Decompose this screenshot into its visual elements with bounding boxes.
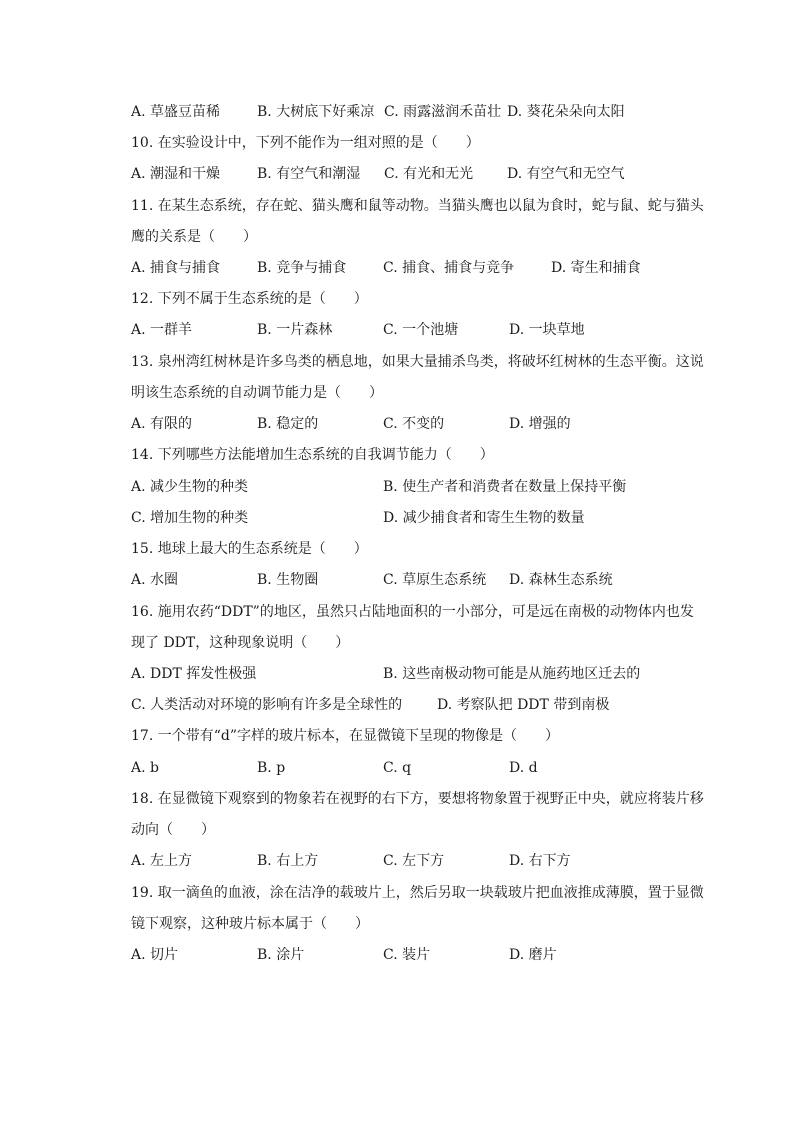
option-c: C. 不变的 <box>383 416 445 432</box>
option-c: C. 雨露滋润禾苗壮 <box>384 104 502 120</box>
option-c: C. 有光和无光 <box>384 166 474 182</box>
q11-stem-line1: 11. 在某生态系统，存在蛇、猫头鹰和鼠等动物。当猫头鹰也以鼠为食时，蛇与鼠、蛇与猫头 <box>131 198 704 214</box>
option-d: D. 森林生态系统 <box>509 572 613 588</box>
option-c: C. 草原生态系统 <box>383 572 487 588</box>
option-c: C. 左下方 <box>383 853 445 869</box>
q10-stem: 10. 在实验设计中，下列不能作为一组对照的是（ ） <box>131 135 480 151</box>
option-a: A. 草盛豆苗稀 <box>131 104 221 120</box>
option-b: B. 生物圈 <box>257 572 319 588</box>
option-c: C. q <box>383 760 412 776</box>
q16-stem-line2: 现了 DDT，这种现象说明（ ） <box>131 635 350 651</box>
option-b: B. 使生产者和消费者在数量上保持平衡 <box>383 479 627 495</box>
q16-stem-line1: 16. 施用农药“DDT”的地区，虽然只占陆地面积的一小部分，可是远在南极的动物体内也发 <box>131 604 694 620</box>
option-a: A. 减少生物的种类 <box>131 479 249 495</box>
option-a: A. 捕食与捕食 <box>131 260 221 276</box>
option-a: A. DDT 挥发性极强 <box>131 666 257 682</box>
q13-stem-line2: 明该生态系统的自动调节能力是（ ） <box>131 385 383 401</box>
q18-stem-line1: 18. 在显微镜下观察到的物象若在视野的右下方，要想将物象置于视野正中央，就应将装片移 <box>131 791 704 807</box>
q19-stem-line1: 19. 取一滴鱼的血液，涂在洁净的载玻片上，然后另取一块载玻片把血液推成薄膜，置于显微 <box>131 885 704 901</box>
option-b: B. 竞争与捕食 <box>257 260 347 276</box>
q12-stem: 12. 下列不属于生态系统的是（ ） <box>131 291 368 307</box>
option-c: C. 装片 <box>383 947 431 963</box>
option-a: A. 一群羊 <box>131 322 193 338</box>
q14-stem: 14. 下列哪些方法能增加生态系统的自我调节能力（ ） <box>131 447 494 463</box>
option-c: C. 一个池塘 <box>383 322 459 338</box>
option-c: C. 捕食、捕食与竞争 <box>383 260 515 276</box>
option-b: B. 大树底下好乘凉 <box>257 104 375 120</box>
option-d: D. 寄生和捕食 <box>551 260 641 276</box>
option-a: A. 有限的 <box>131 416 193 432</box>
q15-stem: 15. 地球上最大的生态系统是（ ） <box>131 541 368 557</box>
option-b: B. 这些南极动物可能是从施药地区迁去的 <box>383 666 641 682</box>
option-d: D. 减少捕食者和寄生生物的数量 <box>383 510 585 526</box>
option-b: B. 一片森林 <box>257 322 333 338</box>
q19-stem-line2: 镜下观察，这种玻片标本属于（ ） <box>131 916 369 932</box>
option-d: D. 右下方 <box>509 853 571 869</box>
option-c: C. 增加生物的种类 <box>131 510 249 526</box>
option-d: D. 有空气和无空气 <box>507 166 625 182</box>
option-c: C. 人类活动对环境的影响有许多是全球性的 <box>131 697 403 713</box>
q17-stem: 17. 一个带有“d”字样的玻片标本，在显微镜下呈现的物像是（ ） <box>131 728 559 744</box>
option-d: D. d <box>509 760 538 776</box>
option-a: A. 潮湿和干燥 <box>131 166 221 182</box>
option-d: D. 磨片 <box>509 947 557 963</box>
option-b: B. 有空气和潮湿 <box>257 166 361 182</box>
option-a: A. b <box>131 760 159 776</box>
option-b: B. 右上方 <box>257 853 319 869</box>
option-a: A. 切片 <box>131 947 179 963</box>
q13-stem-line1: 13. 泉州湾红树林是许多鸟类的栖息地，如果大量捕杀鸟类，将破坏红树林的生态平衡。这说 <box>131 354 704 370</box>
q11-stem-line2: 鹰的关系是（ ） <box>131 229 257 245</box>
option-a: A. 左上方 <box>131 853 193 869</box>
option-d: D. 葵花朵朵向太阳 <box>507 104 625 120</box>
option-d: D. 增强的 <box>509 416 571 432</box>
q18-stem-line2: 动向（ ） <box>131 822 215 838</box>
option-b: B. 涂片 <box>257 947 305 963</box>
option-b: B. p <box>257 760 286 776</box>
option-b: B. 稳定的 <box>257 416 319 432</box>
option-a: A. 水圈 <box>131 572 179 588</box>
option-d: D. 一块草地 <box>509 322 585 338</box>
option-d: D. 考察队把 DDT 带到南极 <box>437 697 610 713</box>
